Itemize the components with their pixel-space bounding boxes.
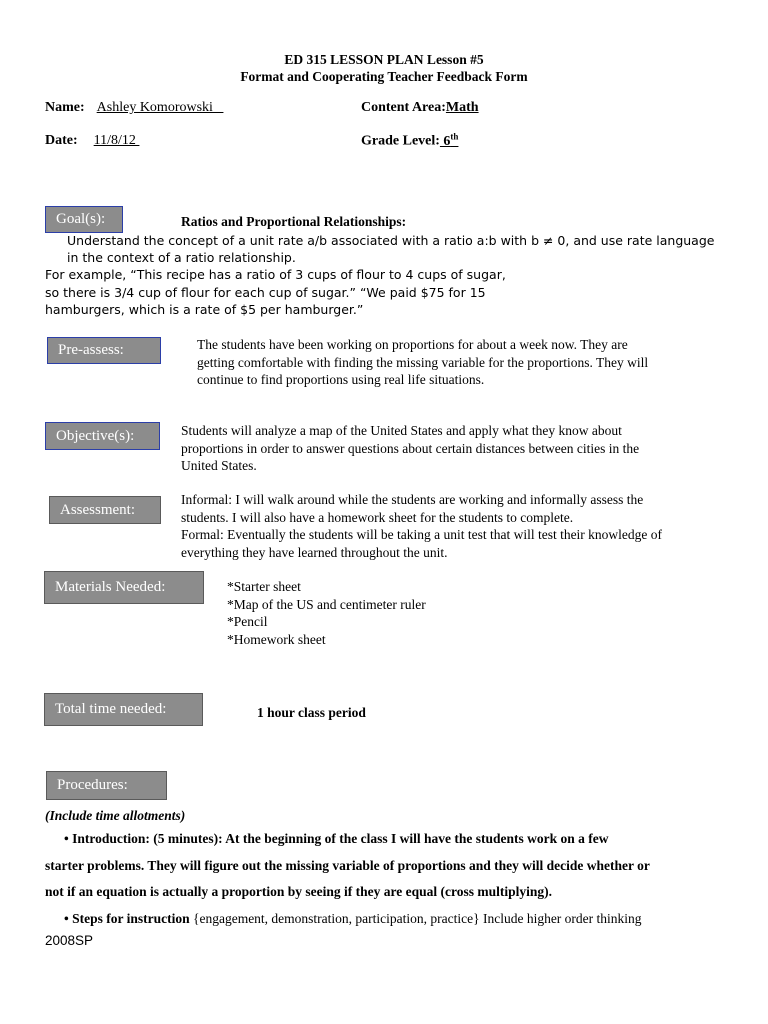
preassess-label-box — [47, 337, 161, 364]
materials-item: *Pencil — [227, 614, 268, 629]
name-label: Name: — [45, 100, 85, 115]
objective-text — [181, 422, 639, 475]
goal-line-1: Understand the concept of a unit rate a/b associated with a ratio a:b with b ≠ 0, and use rate language — [67, 233, 715, 248]
footer-code: 2008SP — [45, 933, 94, 948]
goal-heading: Ratios and Proportional Relationships: — [181, 214, 407, 229]
procedures-body — [45, 826, 650, 932]
content-area-value: Math — [445, 100, 479, 115]
materials-item: *Homework sheet — [227, 631, 326, 647]
assessment-line: Formal: Eventually the students will be taking a unit test that will test their knowledge of — [181, 527, 663, 542]
assessment-label: Assessment: — [60, 501, 135, 518]
objective-label-box — [45, 422, 160, 450]
objective-line: Students will analyze a map of the United States and apply what they know about — [181, 423, 622, 438]
grade-level-label: Grade Level: — [361, 133, 440, 149]
content-area-row — [361, 98, 479, 116]
goal-example-1: For example, “This recipe has a ratio of 3 cups of flour to 4 cups of sugar, — [45, 267, 506, 282]
procedures-label: Procedures: — [57, 777, 128, 793]
content-area-label: Content Area: — [361, 100, 446, 115]
assessment-text — [181, 491, 662, 561]
steps-line — [45, 906, 650, 933]
intro-line: not if an equation is actually a proportion by seeing if they are equal (cross multiplying). — [45, 884, 553, 899]
procedures-label-box — [46, 771, 167, 800]
time-label-box — [44, 693, 203, 726]
assessment-line: Informal: I will walk around while the students are working and informally assess the — [181, 492, 644, 507]
name-value: Ashley Komorowski — [96, 100, 224, 115]
preassess-line: The students have been working on proportions for about a week now. They are — [197, 337, 628, 352]
materials-list — [227, 578, 426, 648]
materials-label: Materials Needed: — [55, 579, 166, 595]
grade-level-value: 6th — [439, 131, 459, 149]
preassess-line: getting comfortable with finding the missing variable for the proportions. They will — [197, 354, 649, 370]
time-label: Total time needed: — [55, 701, 167, 717]
goal-example-2: so there is 3/4 cup of flour for each cup of sugar.” “We paid $75 for 15 — [45, 285, 486, 300]
goal-line-2: in the context of a ratio relationship. — [67, 250, 296, 265]
date-value: 11/8/12 — [93, 133, 140, 148]
preassess-text — [197, 336, 648, 389]
intro-line: starter problems. They will figure out the missing variable of proportions and they will decide whether or — [45, 857, 650, 873]
objective-line: United States. — [181, 458, 257, 473]
assessment-line: everything they have learned throughout the unit. — [181, 544, 448, 560]
form-subtitle: Format and Cooperating Teacher Feedback Form — [240, 69, 528, 84]
time-value: 1 hour class period — [257, 705, 366, 720]
assessment-line: students. I will also have a homework sheet for the students to complete. — [181, 509, 574, 525]
goal-example-3: hamburgers, which is a rate of $5 per hamburger.” — [45, 302, 364, 317]
intro-line: • Introduction: (5 minutes): At the beginning of the class I will have the students work on a few — [64, 831, 609, 846]
materials-label-box — [44, 571, 204, 604]
date-row — [45, 131, 139, 149]
grade-level-row — [361, 131, 458, 150]
steps-text: {engagement, demonstration, participation, practice} Include higher order thinking — [189, 910, 642, 926]
materials-item: *Map of the US and centimeter ruler — [227, 596, 426, 612]
objective-label: Objective(s): — [56, 427, 135, 444]
procedures-note: (Include time allotments) — [45, 808, 186, 823]
goal-label: Goal(s): — [56, 211, 106, 227]
form-title: ED 315 LESSON PLAN Lesson #5 — [284, 52, 484, 67]
assessment-label-box — [49, 496, 161, 524]
name-row — [45, 98, 223, 116]
preassess-line: continue to find proportions using real life situations. — [197, 372, 485, 387]
objective-line: proportions in order to answer questions about certain distances between cities in the — [181, 440, 640, 456]
goal-label-box — [45, 206, 123, 233]
preassess-label: Pre-assess: — [58, 342, 124, 358]
steps-heading: • Steps for instruction — [64, 910, 190, 926]
date-label: Date: — [45, 133, 78, 148]
materials-item: *Starter sheet — [227, 579, 301, 594]
